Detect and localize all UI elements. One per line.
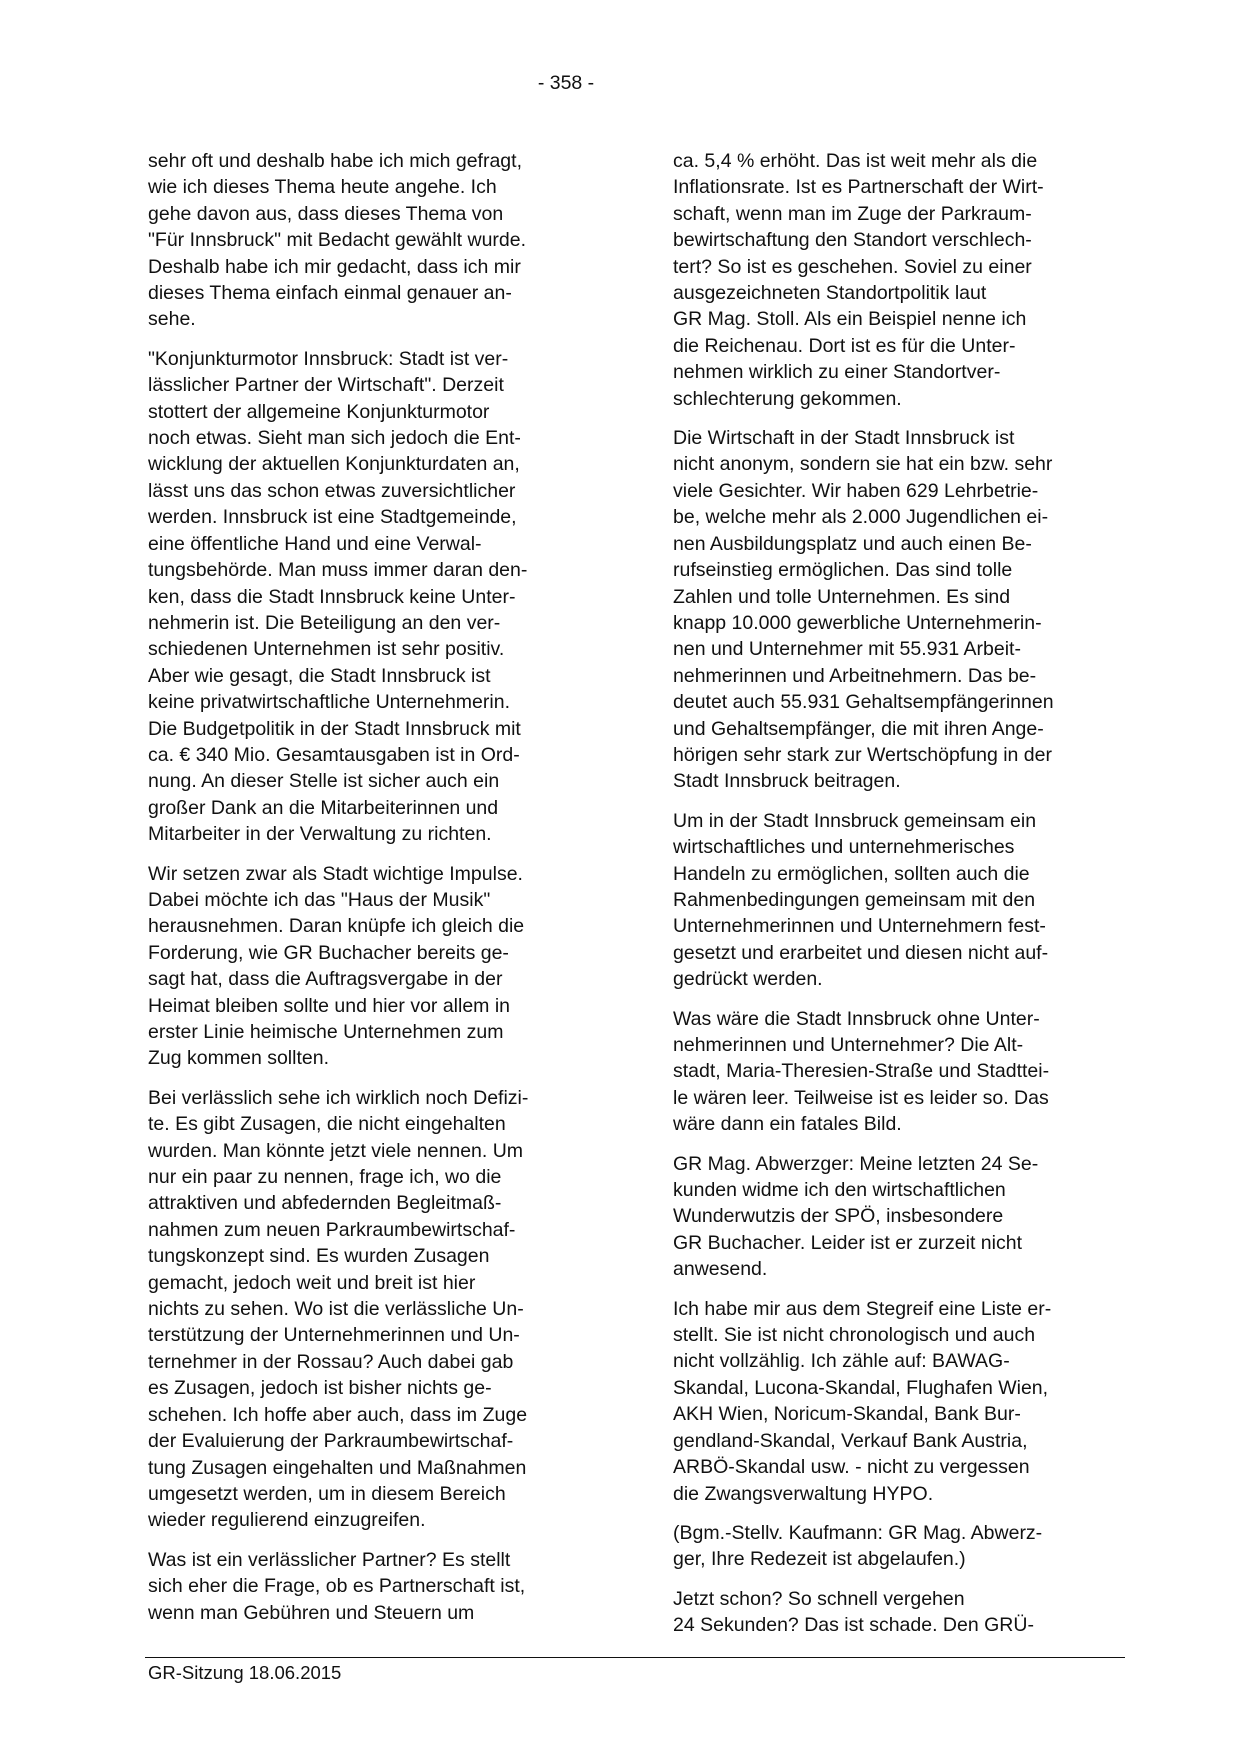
- text-line: tungsbehörde. Man muss immer daran den-: [148, 559, 528, 582]
- text-line: bewirtschaftung den Standort verschlech-: [673, 229, 1032, 252]
- text-line: nur ein paar zu nennen, frage ich, wo die: [148, 1166, 502, 1189]
- text-line: te. Es gibt Zusagen, die nicht eingehalten: [148, 1113, 506, 1136]
- text-line: Rahmenbedingungen gemeinsam mit den: [673, 888, 1036, 911]
- text-line: kunden widme ich den wirtschaftlichen: [673, 1179, 1006, 1202]
- text-line: ca. € 340 Mio. Gesamtausgaben ist in Ord-: [148, 743, 520, 766]
- text-line: le wären leer. Teilweise ist es leider so. Das: [673, 1086, 1049, 1109]
- paragraph: [148, 148, 608, 333]
- right-column: [673, 148, 1133, 1652]
- text-line: herausnehmen. Daran knüpfe ich gleich die: [148, 915, 525, 938]
- text-line: Handeln zu ermöglichen, sollten auch die: [673, 862, 1030, 885]
- text-line: schehen. Ich hoffe aber auch, dass im Zuge: [148, 1403, 528, 1426]
- text-line: Was wäre die Stadt Innsbruck ohne Unter-: [673, 1007, 1040, 1030]
- text-line: eine öffentliche Hand und eine Verwal-: [148, 532, 482, 555]
- text-line: wurden. Man könnte jetzt viele nennen. Um: [148, 1139, 524, 1162]
- text-line: gesetzt und erarbeitet und diesen nicht auf-: [673, 941, 1049, 964]
- text-line: GR Mag. Stoll. Als ein Beispiel nenne ich: [673, 308, 1027, 331]
- text-line: attraktiven und abfedernden Begleitmaß-: [148, 1192, 502, 1215]
- text-line: sehe.: [148, 308, 196, 331]
- text-line: Die Budgetpolitik in der Stadt Innsbruck mit: [148, 717, 521, 740]
- text-line: ternehmer in der Rossau? Auch dabei gab: [148, 1350, 514, 1373]
- text-line: Skandal, Lucona-Skandal, Flughafen Wien,: [673, 1376, 1049, 1399]
- text-line: gehe davon aus, dass dieses Thema von: [148, 202, 504, 225]
- text-line: Wunderwutzis der SPÖ, insbesondere: [673, 1205, 1004, 1228]
- paragraph: [148, 1085, 608, 1534]
- text-line: schlechterung gekommen.: [673, 387, 902, 410]
- text-line: stottert der allgemeine Konjunkturmotor: [148, 400, 490, 423]
- text-line: (Bgm.-Stellv. Kaufmann: GR Mag. Abwerz-: [673, 1521, 1043, 1544]
- text-line: ger, Ihre Redezeit ist abgelaufen.): [673, 1548, 966, 1571]
- text-line: nicht anonym, sondern sie hat ein bzw. sehr: [673, 453, 1053, 476]
- paragraph: [673, 1586, 1133, 1639]
- text-line: Zahlen und tolle Unternehmen. Es sind: [673, 585, 1011, 608]
- text-line: ausgezeichneten Standortpolitik laut: [673, 282, 987, 305]
- text-line: sehr oft und deshalb habe ich mich gefragt,: [148, 150, 522, 172]
- text-line: Zug kommen sollten.: [148, 1047, 329, 1070]
- text-line: nahmen zum neuen Parkraumbewirtschaf-: [148, 1218, 516, 1241]
- text-line: Forderung, wie GR Buchacher bereits ge-: [148, 941, 509, 964]
- text-line: Mitarbeiter in der Verwaltung zu richten.: [148, 823, 492, 846]
- text-line: keine privatwirtschaftliche Unternehmerin.: [148, 691, 510, 714]
- paragraph: [673, 1296, 1133, 1507]
- text-line: schaft, wenn man im Zuge der Parkraum-: [673, 202, 1032, 225]
- text-line: ca. 5,4 % erhöht. Das ist weit mehr als die: [673, 150, 1038, 172]
- text-line: Wir setzen zwar als Stadt wichtige Impulse.: [148, 862, 523, 885]
- text-line: Inflationsrate. Ist es Partnerschaft der Wirt-: [673, 176, 1044, 199]
- paragraph: [148, 861, 608, 1072]
- text-line: es Zusagen, jedoch ist bisher nichts ge-: [148, 1377, 492, 1400]
- text-line: Deshalb habe ich mir gedacht, dass ich mir: [148, 255, 521, 278]
- footer-divider: [145, 1657, 1125, 1658]
- text-line: nehmerinnen und Unternehmer? Die Alt-: [673, 1034, 1024, 1056]
- footer-session-date: GR-Sitzung 18.06.2015: [148, 1662, 342, 1683]
- text-line: sich eher die Frage, ob es Partnerschaft ist,: [148, 1575, 526, 1598]
- text-line: Heimat bleiben sollte und hier vor allem in: [148, 994, 511, 1017]
- text-line: be, welche mehr als 2.000 Jugendlichen ei-: [673, 506, 1049, 529]
- text-line: Dabei möchte ich das "Haus der Musik": [148, 888, 491, 911]
- paragraph: [148, 1547, 608, 1626]
- text-line: Jetzt schon? So schnell vergehen: [673, 1587, 965, 1610]
- text-line: anwesend.: [673, 1258, 768, 1281]
- text-line: knapp 10.000 gewerbliche Unternehmerin-: [673, 611, 1042, 634]
- text-line: gemacht, jedoch weit und breit ist hier: [148, 1271, 476, 1294]
- text-line: nicht vollzählig. Ich zähle auf: BAWAG-: [673, 1350, 1010, 1373]
- paragraph: [673, 808, 1133, 993]
- page-number: - 358 -: [537, 72, 595, 94]
- text-line: der Evaluierung der Parkraumbewirtschaf-: [148, 1430, 514, 1453]
- text-line: tert? So ist es geschehen. Soviel zu einer: [673, 255, 1032, 278]
- text-line: erster Linie heimische Unternehmen zum: [148, 1021, 504, 1043]
- text-line: lässt uns das schon etwas zuversichtlicher: [148, 479, 516, 502]
- text-line: 24 Sekunden? Das ist schade. Den GRÜ-: [673, 1614, 1034, 1637]
- text-line: viele Gesichter. Wir haben 629 Lehrbetrie-: [673, 479, 1039, 502]
- text-line: nehmerinnen und Arbeitnehmern. Das be-: [673, 664, 1037, 687]
- text-line: umgesetzt werden, um in diesem Bereich: [148, 1482, 506, 1505]
- text-line: und Gehaltsempfänger, die mit ihren Ange-: [673, 717, 1044, 740]
- text-line: "Konjunkturmotor Innsbruck: Stadt ist ver-: [148, 347, 509, 370]
- text-line: Die Wirtschaft in der Stadt Innsbruck ist: [673, 427, 1015, 450]
- text-line: gedrückt werden.: [673, 968, 823, 991]
- text-line: nung. An dieser Stelle ist sicher auch ein: [148, 770, 500, 793]
- text-line: nen und Unternehmer mit 55.931 Arbeit-: [673, 638, 1021, 661]
- text-line: nen Ausbildungsplatz und auch einen Be-: [673, 532, 1032, 555]
- paragraph: [673, 1006, 1133, 1138]
- text-line: Bei verlässlich sehe ich wirklich noch Defizi-: [148, 1086, 529, 1109]
- text-line: werden. Innsbruck ist eine Stadtgemeinde,: [148, 506, 517, 529]
- text-line: nehmen wirklich zu einer Standortver-: [673, 361, 1001, 384]
- text-line: noch etwas. Sieht man sich jedoch die Ent-: [148, 427, 521, 450]
- text-line: schiedenen Unternehmen ist sehr positiv.: [148, 638, 505, 661]
- text-line: nichts zu sehen. Wo ist die verlässliche Un-: [148, 1298, 524, 1321]
- text-line: Um in der Stadt Innsbruck gemeinsam ein: [673, 809, 1037, 832]
- text-line: AKH Wien, Noricum-Skandal, Bank Bur-: [673, 1403, 1021, 1426]
- text-line: tungskonzept sind. Es wurden Zusagen: [148, 1245, 490, 1268]
- paragraph: [673, 1520, 1133, 1573]
- text-line: wenn man Gebühren und Steuern um: [148, 1601, 475, 1624]
- text-line: ARBÖ-Skandal usw. - nicht zu vergessen: [673, 1456, 1030, 1479]
- text-line: hörigen sehr stark zur Wertschöpfung in der: [673, 743, 1052, 766]
- text-line: stellt. Sie ist nicht chronologisch und auch: [673, 1324, 1036, 1347]
- text-line: die Zwangsverwaltung HYPO.: [673, 1482, 934, 1505]
- text-line: wicklung der aktuellen Konjunkturdaten an,: [148, 453, 520, 476]
- text-line: Ich habe mir aus dem Stegreif eine Liste er-: [673, 1297, 1052, 1320]
- text-line: gendland-Skandal, Verkauf Bank Austria,: [673, 1429, 1028, 1452]
- text-line: tung Zusagen eingehalten und Maßnahmen: [148, 1456, 527, 1479]
- paragraph: [148, 346, 608, 848]
- text-line: ken, dass die Stadt Innsbruck keine Unter-: [148, 585, 516, 608]
- text-line: GR Buchacher. Leider ist er zurzeit nicht: [673, 1231, 1022, 1254]
- text-line: "Für Innsbruck" mit Bedacht gewählt wurde.: [148, 229, 527, 252]
- text-line: wieder regulierend einzugreifen.: [148, 1509, 426, 1532]
- text-line: terstützung der Unternehmerinnen und Un-: [148, 1324, 520, 1347]
- text-line: die Reichenau. Dort ist es für die Unter-: [673, 334, 1016, 357]
- text-line: Unternehmerinnen und Unternehmern fest-: [673, 915, 1046, 938]
- text-line: wirtschaftliches und unternehmerisches: [673, 836, 1015, 859]
- text-line: deutet auch 55.931 Gehaltsempfängerinnen: [673, 691, 1054, 714]
- text-line: Aber wie gesagt, die Stadt Innsbruck ist: [148, 664, 491, 687]
- text-line: wäre dann ein fatales Bild.: [673, 1113, 902, 1136]
- text-line: lässlicher Partner der Wirtschaft". Derzeit: [148, 374, 504, 397]
- text-line: sagt hat, dass die Auftragsvergabe in der: [148, 968, 503, 991]
- paragraph: [673, 425, 1133, 795]
- text-line: stadt, Maria-Theresien-Straße und Stadttei-: [673, 1060, 1050, 1083]
- text-line: großer Dank an die Mitarbeiterinnen und: [148, 796, 499, 819]
- text-line: GR Mag. Abwerzger: Meine letzten 24 Se-: [673, 1152, 1039, 1175]
- text-line: wie ich dieses Thema heute angehe. Ich: [148, 176, 497, 199]
- paragraph: [673, 1151, 1133, 1283]
- paragraph: [673, 148, 1133, 412]
- text-line: Was ist ein verlässlicher Partner? Es stellt: [148, 1548, 511, 1571]
- text-line: rufseinstieg ermöglichen. Das sind tolle: [673, 559, 1013, 582]
- text-line: Stadt Innsbruck beitragen.: [673, 770, 901, 793]
- text-line: dieses Thema einfach einmal genauer an-: [148, 282, 512, 305]
- text-line: nehmerin ist. Die Beteiligung an den ver-: [148, 611, 501, 634]
- left-column: [148, 148, 608, 1639]
